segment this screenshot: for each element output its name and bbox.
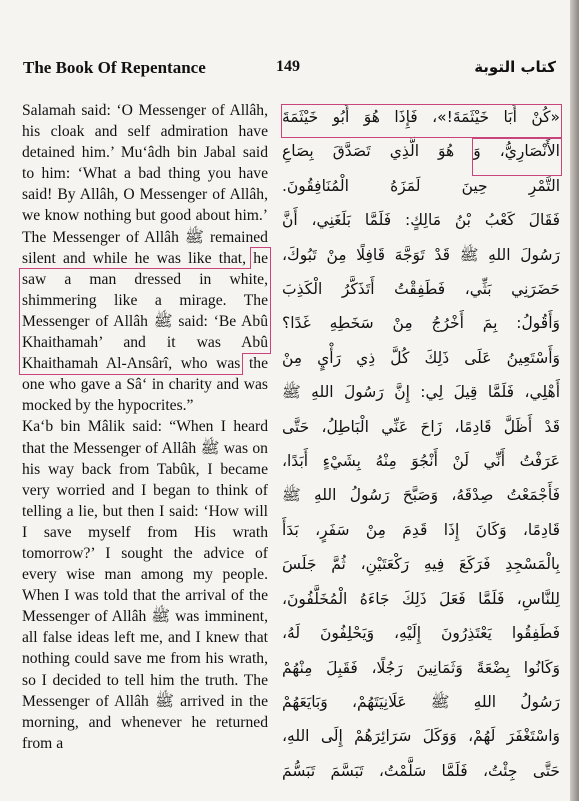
english-text-before-highlight: Salamah said: ‘O Messenger of Allâh, his cloak and self admiration have detained him.’ Mu‘âdh bin Jabal said to him: ‘What a bad thing you have said! By Allâh, O Messenger of Allâh, we know nothing but good about him.’ The Messenger of Allâh ﷺ remained silent and while he was like that,: [22, 102, 268, 267]
arabic-line: حَضَرَنِي بَثِّي، فَطَفِقْتُ أَتَذَكَّرُ الْكَذِبَ: [282, 280, 560, 299]
arabic-line: لِلنَّاسِ، فَلَمَّا فَعَلَ ذَلِكَ جَاءَهُ الْمُخَلَّفُونَ،: [282, 589, 560, 608]
arabic-line: فَطَفِقُوا يَعْتَذِرُونَ إِلَيْهِ، وَيَحْلِفُونَ لَهُ،: [282, 624, 560, 643]
arabic-line: قَدْ أَظَلَّ قَادِمًا، زَاحَ عَنِّي الْبَاطِلُ، حَتَّى: [282, 417, 560, 436]
arabic-line: فَأَجْمَعْتُ صِدْقَهُ، وَصَبَّحَ رَسُولُ اللهِ ﷺ: [282, 486, 560, 505]
arabic-line: بِالْمَسْجِدِ فَرَكَعَ فِيهِ رَكْعَتَيْنِ، ثُمَّ جَلَسَ: [282, 555, 560, 574]
page-edge: [570, 0, 579, 801]
arabic-line: رَسُولَ اللهِ ﷺ قَدْ تَوَجَّهَ قَافِلًا مِنْ تَبُوكَ،: [282, 245, 560, 264]
english-paragraph-1: [22, 100, 268, 416]
english-paragraph-2: Ka‘b bin Mâlik said: “When I heard that the Messenger of Allâh ﷺ was on his way back from Tabûk, I became very worried and I began to think of telling a lie, but then I said: ‘How will I save myself from His wrath tomorrow?’ I sought the advice of every wise man among my people. When I was told that the arrival of the Messenger of Allâh ﷺ was imminent, all false ideas left me, and I knew that nothing could save me from his wrath, so I decided to tell him the truth. The Messenger of Allâh ﷺ arrived in the morning, and whenever he returned from a: [22, 418, 268, 752]
arabic-line: فَقَالَ كَعْبُ بْنُ مَالِكٍ: فَلَمَّا بَلَغَنِي، أَنَّ: [282, 211, 560, 230]
english-column: [22, 100, 268, 754]
arabic-line: وَأَقُولُ: بِمَ أَخْرُجُ مِنْ سَخَطِهِ غَدًا؟: [282, 314, 560, 333]
arabic-line: رَسُولُ اللهِ ﷺ عَلَانِيَتَهُمْ، وَبَايَعَهُمْ: [282, 692, 560, 711]
arabic-line: وَأَسْتَعِينُ عَلَى ذَلِكَ كُلَّ ذِي رَأْيٍ مِنْ: [282, 348, 560, 367]
arabic-line: وَاسْتَغْفَرَ لَهُمْ، وَوَكَلَ سَرَائِرَهُمْ إِلَى اللهِ،: [282, 727, 560, 746]
arabic-line: قَادِمًا، وَكَانَ إِذَا قَدِمَ مِنْ سَفَرٍ، بَدَأَ: [282, 520, 560, 539]
arabic-line: حَتَّى جِئْتُ، فَلَمَّا سَلَّمْتُ، تَبَسَّمَ تَبَسُّمَ: [282, 761, 560, 780]
page-header: [0, 58, 570, 82]
english-text-after-highlight: the one who gave a Sâ‘ in charity and was mocked by the hypocrites.”: [22, 355, 268, 415]
arabic-chapter-title: كتاب التوبة: [474, 58, 556, 76]
arabic-column: [282, 100, 560, 788]
arabic-line: أَهْلِي، فَلَمَّا قِيلَ لِي: إِنَّ رَسُولَ اللهِ ﷺ: [282, 383, 560, 402]
arabic-line: التَّمْرِ حِينَ لَمَزَهُ الْمُنَافِقُونَ.: [282, 176, 560, 195]
arabic-line: وَكَانُوا بِضْعَةً وَثَمَانِينَ رَجُلًا، فَقَبِلَ مِنْهُمْ: [282, 658, 560, 677]
english-highlighted-passage: he saw a man dressed in white, shimmering like a mirage. The Messenger of Allâh ﷺ said: ‘Be Abû Khaithamah’ and it was Abû Khaithamah Al-Ansârî, who was: [22, 249, 268, 373]
arabic-line: عَرَفْتُ أَنِّي لَنْ أَنْجُوَ مِنْهُ بِشَيْءٍ أَبَدًا،: [282, 452, 560, 471]
arabic-line: الأَنْصَارِيُّ، وَ هُوَ الَّذِي تَصَدَّقَ بِصَاعِ: [282, 142, 560, 161]
arabic-line: «كُنْ أَبَا خَيْثَمَةَ!»، فَإِذَا هُوَ أَبُو خَيْثَمَةَ: [282, 108, 560, 126]
page-number: 149: [276, 58, 300, 75]
book-title: The Book Of Repentance: [23, 58, 206, 77]
